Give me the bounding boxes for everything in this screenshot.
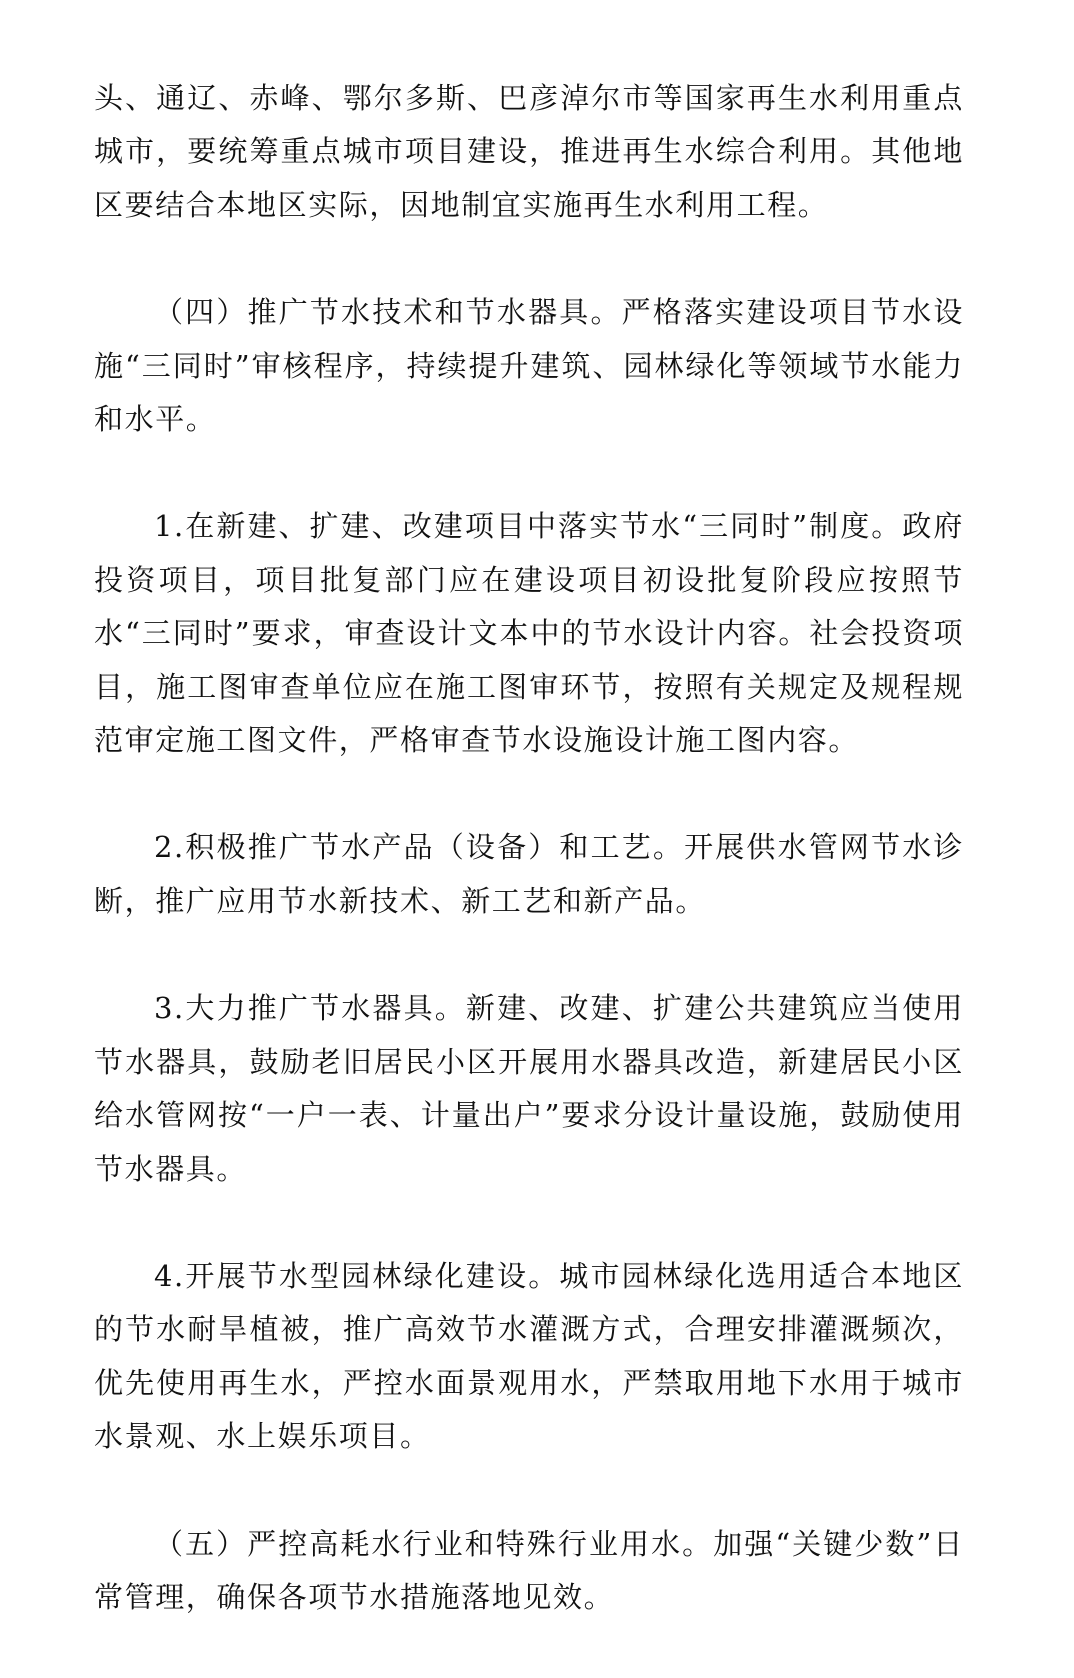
paragraph-item-3: 3.大力推广节水器具。新建、改建、扩建公共建筑应当使用节水器具，鼓励老旧居民小区开展用水器具改造，新建居民小区给水管网按“一户一表、计量出户”要求分设计量设施，鼓励使用节水器具。 [94,991,964,1186]
document-body [94,72,964,1678]
paragraph-item-2: 2.积极推广节水产品（设备）和工艺。开展供水管网节水诊断，推广应用节水新技术、新工艺和新产品。 [94,830,964,918]
paragraph-item-4: 4.开展节水型园林绿化建设。城市园林绿化选用适合本地区的节水耐旱植被，推广高效节水灌溉方式，合理安排灌溉频次，优先使用再生水，严控水面景观用水，严禁取用地下水用于城市水景观、水上娱乐项目。 [94,1258,964,1454]
paragraph-continuation: 头、通辽、赤峰、鄂尔多斯、巴彦淖尔市等国家再生水利用重点城市，要统筹重点城市项目建设，推进再生水综合利用。其他地区要结合本地区实际，因地制宜实施再生水利用工程。 [94,81,964,222]
paragraph-section-4-heading: （四）推广节水技术和节水器具。严格落实建设项目节水设施“三同时”审核程序，持续提升建筑、园林绿化等领域节水能力和水平。 [94,295,964,437]
paragraph-item-1: 1.在新建、扩建、改建项目中落实节水“三同时”制度。政府投资项目，项目批复部门应在建设项目初设批复阶段应按照节水“三同时”要求，审查设计文本中的节水设计内容。社会投资项目，施工图审查单位应在施工图审环节，按照有关规定及规程规范审定施工图文件，严格审查节水设施设计施工图内容。 [94,509,964,758]
paragraph-section-5-heading: （五）严控高耗水行业和特殊行业用水。加强“关键少数”日常管理，确保各项节水措施落地见效。 [94,1526,964,1614]
